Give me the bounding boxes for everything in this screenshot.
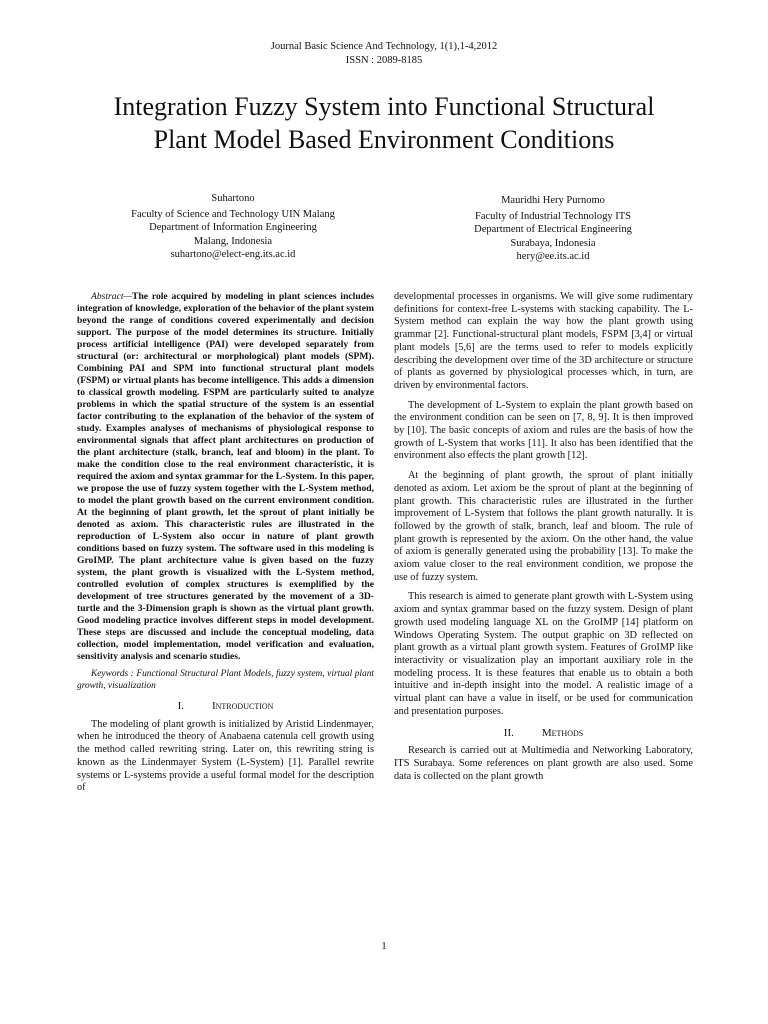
section-heading-methods	[394, 727, 693, 740]
section-heading-introduction	[77, 700, 374, 713]
right-column	[394, 291, 693, 783]
section-number: I.	[177, 700, 184, 712]
title-line-2: Plant Model Based Environment Conditions	[153, 125, 615, 154]
author-email[interactable]: hery@ee.its.ac.id	[516, 251, 590, 262]
paragraph: At the beginning of plant growth, the sprout of plant initially denoted as axiom. Let axiom be the sprout of plant at the beginning of plant growth. This characteristic rules are illustrated in the further improvement of L-System that follows the plant growth naturally. It is followed by the growth of stalk, branch, leaf and bloom. The rule of plant growth is represented by the axiom. On the other hand, the value of axiom is generally generated using the probability [13]. To make the axiom value closer to the real environment condition, we propose the use of fuzzy system.	[394, 470, 693, 583]
keywords: Keywords : Functional Structural Plant Models, fuzzy system, virtual plant growth, visualization	[77, 669, 374, 691]
author-department: Department of Electrical Engineering	[474, 224, 632, 235]
paragraph: Research is carried out at Multimedia and Networking Laboratory, ITS Surabaya. Some references on plant growth are also used. Some data is collected on the plant growth	[394, 745, 693, 782]
author-block-2	[398, 194, 708, 264]
author-faculty: Faculty of Science and Technology UIN Malang	[131, 208, 335, 220]
page-number: 1	[381, 940, 387, 952]
author-name: Mauridhi Hery Purnomo	[501, 195, 605, 206]
paragraph: This research is aimed to generate plant growth with L-System using axiom and syntax grammar based on the fuzzy system. Design of plant growth used modeling language XL on the GroIMP [14] platform on Windows Operating System. The output graphic on 3D reflected on plant growth as a virtual plant growth system. Features of GroIMP like interactivity or visualization play an important auxiliary role in the modeling process. It is these features that enable us to obtain a both intuitive and in-depth insight into the model. A realistic image of a virtual plant can have a value in itself, or be used for communication and presentation purposes.	[394, 591, 693, 717]
paper-title	[60, 90, 708, 156]
abstract-body: The role acquired by modeling in plant sciences includes integration of knowledge, exploration of the behavior of the plant system beyond the range of conditions covered experimentally and decision support. The purpose of the model determines its structure. Initially process artificial intelligence (PAI) were developed separately from structural (or: architectural or morphological) plant models (SPM). Combining PAI and SPM into functional structural plant models (FSPM) or virtual plants has become intelligence. This adds a dimension to classical growth modeling. FSPM are particularly suited to analyze problems in which the spatial structure of the system is an essential factor contributing to the explanation of the behavior of the system of study. Examples analyses of mechanisms of physiological response to environmental signals that affect plant architectures on production of the plant architecture (stalk, branch, leaf and bloom) in the plant. To make the condition close to the real environment characteristic, it is required the axiom and syntax grammar for the L-System. In this paper, we propose the use of fuzzy system together with the L-System method, to model the plant growth based on the current environment condition. At the beginning of plant growth, let the sprout of plant initially be denoted as axiom. This characteristic rules are illustrated in the reproduction of L-System also occur in nature of plant growth conditions based on fuzzy system. The software used in this modeling is GroIMP. The plant architecture value is given based on the fuzzy system, the plant growth is visualized with the L-System method, controlled evolution of complex structures is exemplified by the development of tree structures generated by the movement of a 3D-turtle and the 3-Dimension graph is shown as the virtual plant growth. Good modeling practice involves different steps in model development. These steps are discussed and include the conceptual modeling, data collection, model implementation, model verification and evaluation, sensitivity analysis and scenario studies.	[77, 291, 374, 662]
abstract	[77, 291, 374, 663]
author-location: Surabaya, Indonesia	[510, 237, 596, 249]
paragraph: developmental processes in organisms. We will give some rudimentary definitions for context-free L-systems with stacking capability. The L-System method can explain the way how the plant growth using grammar [2]. Functional-structural plant models, FSPM [3,4] or virtual plant models [5,6] are the terms used to refer to models explicitly describing the development over time of the 3D architecture or structure of plants as governed by physiological processes which, in turn, are driven by environmental factors.	[394, 291, 693, 391]
title-line-1: Integration Fuzzy System into Functional Structural	[113, 92, 655, 121]
journal-header	[0, 40, 768, 68]
author-name: Suhartono	[211, 193, 255, 204]
section-number: II.	[503, 726, 514, 739]
paragraph: The development of L-System to explain the plant growth based on the environment condition can be seen on [7, 8, 9]. It is then improved by [10]. The basic concepts of axiom and rules are the basis of how the growth of L-System that works [11]. It also has been identified that the environment also effects the plant growth [12].	[394, 399, 693, 462]
author-department: Department of Information Engineering	[149, 222, 317, 233]
author-location: Malang, Indonesia	[193, 235, 273, 247]
author-block-1	[78, 192, 388, 262]
journal-issn: ISSN : 2089-8185	[345, 55, 423, 66]
left-column	[77, 291, 374, 795]
author-faculty: Faculty of Industrial Technology ITS	[475, 210, 631, 222]
author-email[interactable]: suhartono@elect-eng.its.ac.id	[170, 249, 296, 260]
paragraph: The modeling of plant growth is initialized by Aristid Lindenmayer, when he introduced the theory of Anabaena catenula cell growth using the method called rewriting string. Later on, this rewriting string is known as the Lindenmayer System (L-System) [1]. Parallel rewrite systems or L-systems provide a useful formal model for the description of	[77, 718, 374, 794]
journal-citation: Journal Basic Science And Technology, 1(1),1-4,2012	[270, 41, 498, 52]
abstract-lead: Abstract—	[91, 291, 133, 302]
section-label: Introduction	[211, 700, 274, 712]
section-label: Methods	[541, 726, 584, 739]
